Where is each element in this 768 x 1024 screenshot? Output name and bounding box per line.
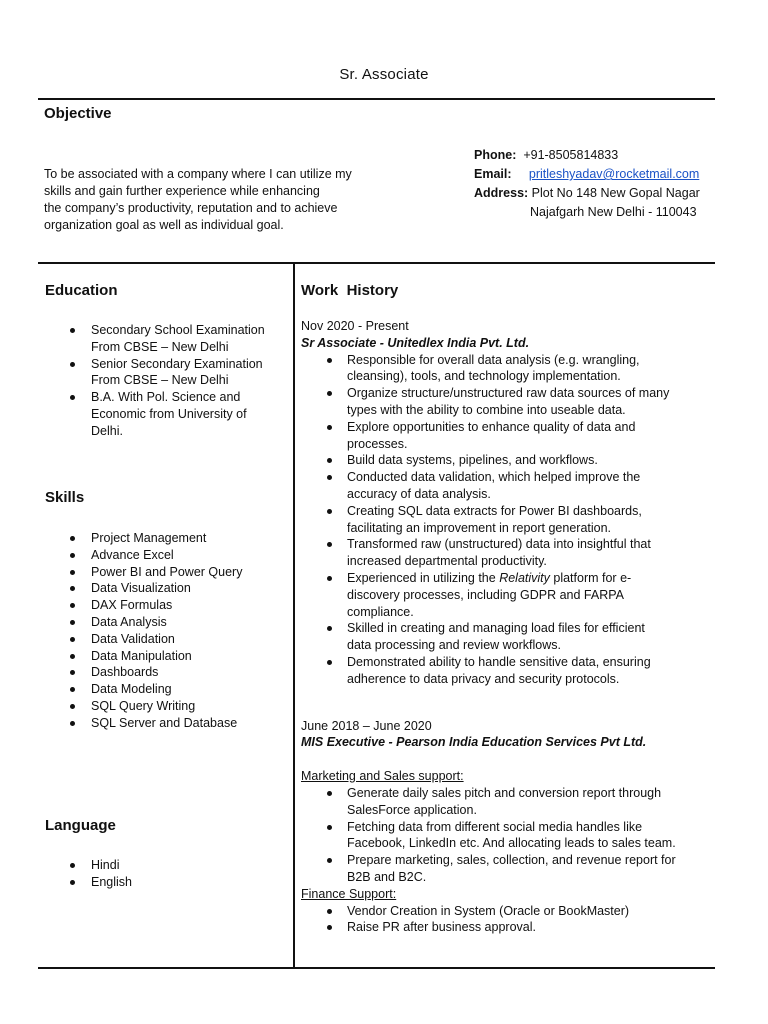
list-item: DAX Formulas <box>67 597 287 614</box>
education-list <box>67 322 287 440</box>
email-row <box>474 165 700 184</box>
work-history-heading: Work History <box>301 282 399 299</box>
address-line-2: Najafgarh New Delhi - 110043 <box>530 205 697 219</box>
list-item: Project Management <box>67 530 287 547</box>
address-row <box>474 184 700 203</box>
job-title-company: MIS Executive - Pearson India Education Services Pvt Ltd. <box>301 735 647 750</box>
list-item: Data Modeling <box>67 681 287 698</box>
subsection-title: Marketing and Sales support: <box>301 769 464 784</box>
list-item: Power BI and Power Query <box>67 564 287 581</box>
list-item: English <box>67 874 267 891</box>
list-item: Organize structure/unstructured raw data sources of many types with the ability to combine into useable data. <box>301 385 711 419</box>
job-dates: Nov 2020 - Present <box>301 319 409 333</box>
list-item: Data Analysis <box>67 614 287 631</box>
list-item: Data Manipulation <box>67 648 287 665</box>
objective-line: skills and gain further experience while enhancing <box>44 184 320 198</box>
language-heading: Language <box>45 817 116 834</box>
list-item: SQL Query Writing <box>67 698 287 715</box>
list-item: Skilled in creating and managing load files for efficient data processing and review workflows. <box>301 620 711 654</box>
phone-label: Phone: <box>474 148 517 162</box>
address-line-1: Plot No 148 New Gopal Nagar <box>531 186 700 200</box>
job-title: Sr. Associate <box>339 66 429 83</box>
objective-line: the company’s productivity, reputation and to achieve <box>44 201 338 215</box>
objective-line: To be associated with a company where I can utilize my <box>44 167 352 181</box>
list-item: Senior Secondary Examination From CBSE – New Delhi <box>67 356 287 390</box>
footer-divider <box>38 967 715 969</box>
job-bullets <box>301 903 711 937</box>
list-item: Experienced in utilizing the Relativity platform for e- discovery processes, including GDPR and FARPA compliance. <box>301 570 711 620</box>
objective-heading: Objective <box>44 105 112 122</box>
list-item: SQL Server and Database <box>67 715 287 732</box>
objective-line: organization goal as well as individual goal. <box>44 218 284 232</box>
header-divider <box>38 98 715 100</box>
address-row-2 <box>474 203 700 222</box>
list-item: B.A. With Pol. Science and Economic from University of Delhi. <box>67 389 287 439</box>
list-item: Build data systems, pipelines, and workflows. <box>301 452 711 469</box>
job-bullets <box>301 785 711 886</box>
job-dates: June 2018 – June 2020 <box>301 718 432 733</box>
list-item: Secondary School Examination From CBSE – New Delhi <box>67 322 287 356</box>
objective-text <box>44 166 374 234</box>
skills-list <box>67 530 287 732</box>
list-item: Advance Excel <box>67 547 287 564</box>
list-item: Fetching data from different social media handles like Facebook, LinkedIn etc. And allocating leads to sales team. <box>301 819 711 853</box>
job-bullets <box>301 352 711 688</box>
list-item: Data Visualization <box>67 580 287 597</box>
language-list <box>67 857 267 891</box>
list-item: Data Validation <box>67 631 287 648</box>
list-item: Generate daily sales pitch and conversion report through SalesForce application. <box>301 785 711 819</box>
education-heading: Education <box>45 282 118 299</box>
email-label: Email: <box>474 167 512 181</box>
skills-heading: Skills <box>45 489 85 506</box>
list-item: Prepare marketing, sales, collection, and revenue report for B2B and B2C. <box>301 852 711 886</box>
list-item: Dashboards <box>67 664 287 681</box>
phone-value: +91-8505814833 <box>523 148 619 162</box>
list-item: Creating SQL data extracts for Power BI dashboards, facilitating an improvement in report generation. <box>301 503 711 537</box>
subsection-title: Finance Support: <box>301 886 397 901</box>
work-history <box>301 318 711 936</box>
column-divider <box>293 262 295 969</box>
email-link[interactable]: pritleshyadav@rocketmail.com <box>528 167 700 181</box>
contact-block <box>474 146 700 222</box>
list-item: Hindi <box>67 857 267 874</box>
list-item: Explore opportunities to enhance quality of data and processes. <box>301 419 711 453</box>
list-item: Demonstrated ability to handle sensitive data, ensuring adherence to data privacy and security protocols. <box>301 654 711 688</box>
list-item: Responsible for overall data analysis (e.g. wrangling, cleansing), tools, and technology implementation. <box>301 352 711 386</box>
list-item: Raise PR after business approval. <box>301 919 711 936</box>
job-title-company: Sr Associate - Unitedlex India Pvt. Ltd. <box>301 335 530 350</box>
section-divider <box>38 262 715 264</box>
list-item: Conducted data validation, which helped improve the accuracy of data analysis. <box>301 469 711 503</box>
list-item: Vendor Creation in System (Oracle or BookMaster) <box>301 903 711 920</box>
list-item: Transformed raw (unstructured) data into insightful that increased departmental productivity. <box>301 536 711 570</box>
address-label: Address: <box>474 186 529 200</box>
phone-row <box>474 146 700 165</box>
